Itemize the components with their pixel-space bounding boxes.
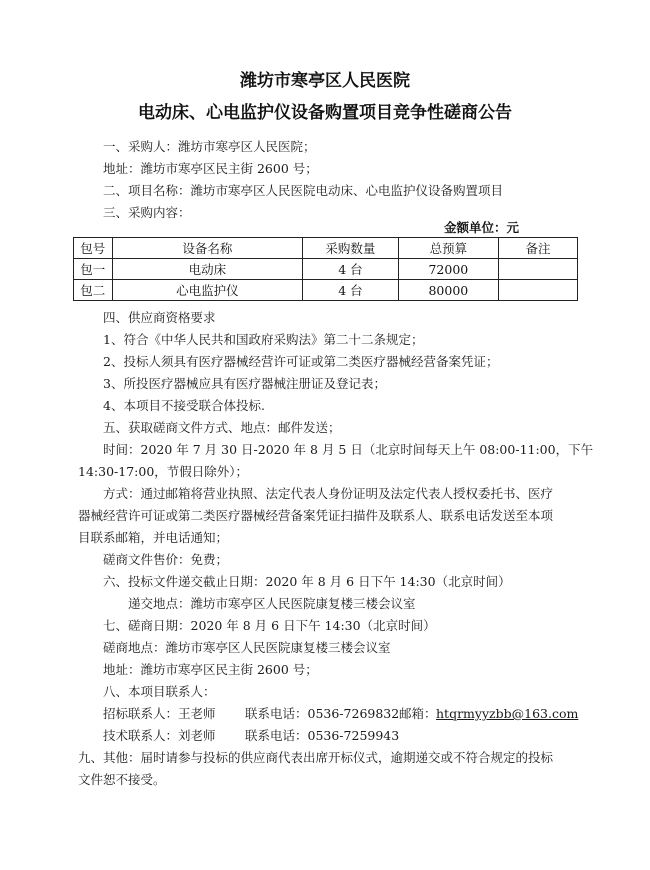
amount-unit: 金额单位：元 xyxy=(444,220,520,235)
table-row xyxy=(74,280,578,301)
submission-place: 递交地点：潍坊市寒亭区人民医院康复楼三楼会议室 xyxy=(128,596,416,611)
cell-budget: 80000 xyxy=(398,280,498,301)
address-line: 地址：潍坊市寒亭区民主街 2600 号； xyxy=(103,161,318,176)
negotiation-place: 磋商地点：潍坊市寒亭区人民医院康复楼三楼会议室 xyxy=(103,640,391,655)
header-equipment: 设备名称 xyxy=(112,238,302,259)
other-note-cont: 文件恕不接受。 xyxy=(78,772,166,787)
header-package: 包号 xyxy=(74,238,113,259)
documents-heading: 五、获取磋商文件方式、地点：邮件发送； xyxy=(103,420,341,435)
cell-equipment: 心电监护仪 xyxy=(112,280,302,301)
header-remark: 备注 xyxy=(498,238,577,259)
cell-budget: 72000 xyxy=(398,259,498,280)
cell-remark xyxy=(498,259,577,280)
table-header-row xyxy=(74,238,578,259)
cell-package: 包二 xyxy=(74,280,113,301)
bid-phone: 联系电话：0536-7269832 xyxy=(245,706,400,721)
cell-remark xyxy=(498,280,577,301)
cell-package: 包一 xyxy=(74,259,113,280)
documents-time: 时间：2020 年 7 月 30 日-2020 年 8 月 5 日（北京时间每天上午 08:00-11:00，下午 xyxy=(103,442,594,457)
project-name-line: 二、项目名称：潍坊市寒亭区人民医院电动床、心电监护仪设备购置项目 xyxy=(103,183,504,198)
deadline-line: 六、投标文件递交截止日期：2020 年 8 月 6 日下午 14:30（北京时间） xyxy=(103,574,511,589)
cell-quantity: 4 台 xyxy=(303,280,399,301)
content-heading: 三、采购内容： xyxy=(103,205,191,220)
header-quantity: 采购数量 xyxy=(303,238,399,259)
tech-phone: 联系电话：0536-7259943 xyxy=(245,728,400,743)
other-note: 九、其他：届时请参与投标的供应商代表出席开标仪式，逾期递交或不符合规定的投标 xyxy=(78,750,554,765)
bid-contact: 招标联系人：王老师 xyxy=(103,706,216,721)
requirement-item: 3、所投医疗器械应具有医疗器械注册证及登记表； xyxy=(103,376,386,391)
documents-time-cont: 14:30-17:00，节假日除外）； xyxy=(78,464,249,479)
documents-method-cont: 目联系邮箱，并电话通知； xyxy=(78,530,229,545)
requirement-item: 2、投标人须具有医疗器械经营许可证或第二类医疗器械经营备案凭证； xyxy=(103,354,499,369)
contacts-heading: 八、本项目联系人： xyxy=(103,684,216,699)
table-row xyxy=(74,259,578,280)
purchaser-line: 一、采购人：潍坊市寒亭区人民医院； xyxy=(103,139,316,154)
email-label: 邮箱： xyxy=(399,706,437,721)
documents-method: 方式：通过邮箱将营业执照、法定代表人身份证明及法定代表人授权委托书、医疗 xyxy=(103,486,554,501)
cell-quantity: 4 台 xyxy=(303,259,399,280)
documents-price: 磋商文件售价：免费； xyxy=(103,552,229,567)
tech-contact: 技术联系人：刘老师 xyxy=(103,728,216,743)
procurement-table xyxy=(73,237,578,301)
requirements-heading: 四、供应商资格要求 xyxy=(103,310,216,325)
email-link[interactable]: htqrmyyzbb@163.com xyxy=(436,706,579,721)
project-title: 电动床、心电监护仪设备购置项目竞争性磋商公告 xyxy=(138,103,512,123)
requirement-item: 4、本项目不接受联合体投标. xyxy=(103,398,265,413)
header-budget: 总预算 xyxy=(398,238,498,259)
negotiation-date: 七、磋商日期：2020 年 8 月 6 日下午 14:30（北京时间） xyxy=(103,618,436,633)
org-title: 潍坊市寒亭区人民医院 xyxy=(240,71,410,91)
requirement-item: 1、符合《中华人民共和国政府采购法》第二十二条规定； xyxy=(103,332,424,347)
negotiation-address: 地址：潍坊市寒亭区民主街 2600 号； xyxy=(103,662,318,677)
cell-equipment: 电动床 xyxy=(112,259,302,280)
documents-method-cont: 器械经营许可证或第二类医疗器械经营备案凭证扫描件及联系人、联系电话发送至本项 xyxy=(78,508,554,523)
